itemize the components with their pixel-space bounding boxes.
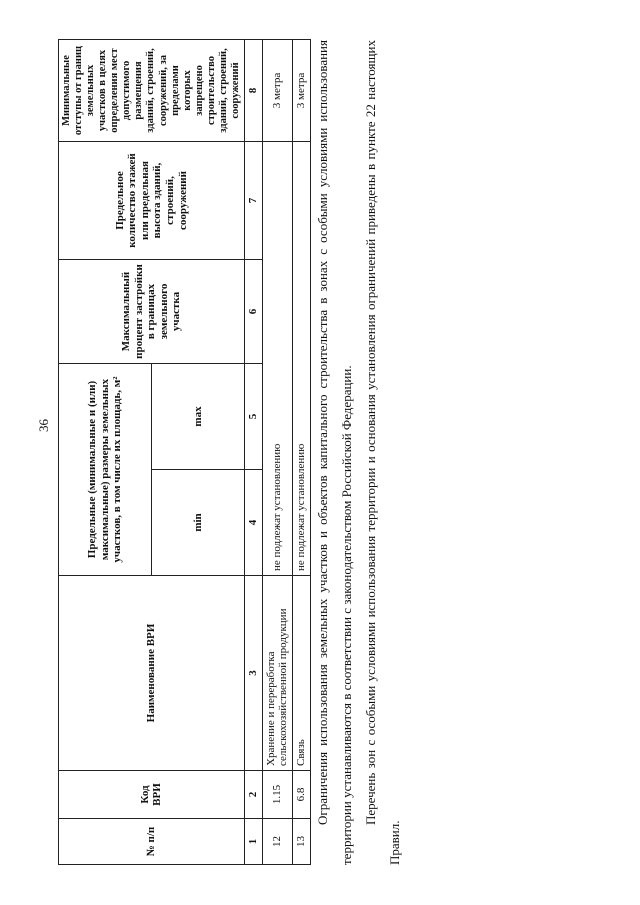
column-number: 1 xyxy=(244,819,262,865)
header-code: Код ВРИ xyxy=(59,771,245,819)
table-row xyxy=(292,40,310,865)
column-number: 2 xyxy=(244,771,262,819)
column-number: 3 xyxy=(244,576,262,771)
row-num: 12 xyxy=(262,819,292,865)
column-number-row xyxy=(244,40,262,865)
column-number: 5 xyxy=(244,364,262,470)
row-name: Связь xyxy=(292,576,310,771)
column-number: 7 xyxy=(244,142,262,260)
column-number: 4 xyxy=(244,470,262,576)
header-setbacks: Минимальные отступы от границ земельных участков в целях определения мест допустимого размещения зданий, строений, сооружений, за пределами которых запрещено строительство зданий, строений, сооружений xyxy=(59,40,245,142)
row-num: 13 xyxy=(292,819,310,865)
header-num: № п/п xyxy=(59,819,245,865)
restrictions-paragraph: Ограничения использования земельных участков и объектов капитального строительства в зонах с особыми условиями использования территории устанавливаются в соответствии с законодательством Российской Федерации. xyxy=(315,40,354,865)
header-plot-sizes: Предельные (минимальные и (или) максимальные) размеры земельных участков, в том числе их площадь, м² xyxy=(59,364,152,576)
header-min: min xyxy=(151,470,244,576)
row-name: Хранение и переработка сельскохозяйственной продукции xyxy=(262,576,292,771)
page-number: 36 xyxy=(36,419,51,432)
header-max-percent: Максимальный процент застройки в границах земельного участка xyxy=(59,260,245,364)
header-floors: Предельное количество этажей или предельная высота зданий, строений, сооружений xyxy=(59,142,245,260)
regulations-table xyxy=(58,39,311,865)
row-limits: не подлежат установлению xyxy=(262,142,292,576)
row-setback: 3 метра xyxy=(262,40,292,142)
column-number: 6 xyxy=(244,260,262,364)
row-code: 6.8 xyxy=(292,771,310,819)
column-number: 8 xyxy=(244,40,262,142)
row-limits: не подлежат установлению xyxy=(292,142,310,576)
row-setback: 3 метра xyxy=(292,40,310,142)
header-name: Наименование ВРИ xyxy=(59,576,245,771)
row-code: 1.15 xyxy=(262,771,292,819)
table-header-row-1 xyxy=(59,40,152,865)
zones-list-paragraph: Перечень зон с особыми условиями использования территории и основания установления ограничений приведены в пункте 22 настоящих Правил. xyxy=(363,40,402,865)
table-row xyxy=(262,40,292,865)
header-max: max xyxy=(151,364,244,470)
